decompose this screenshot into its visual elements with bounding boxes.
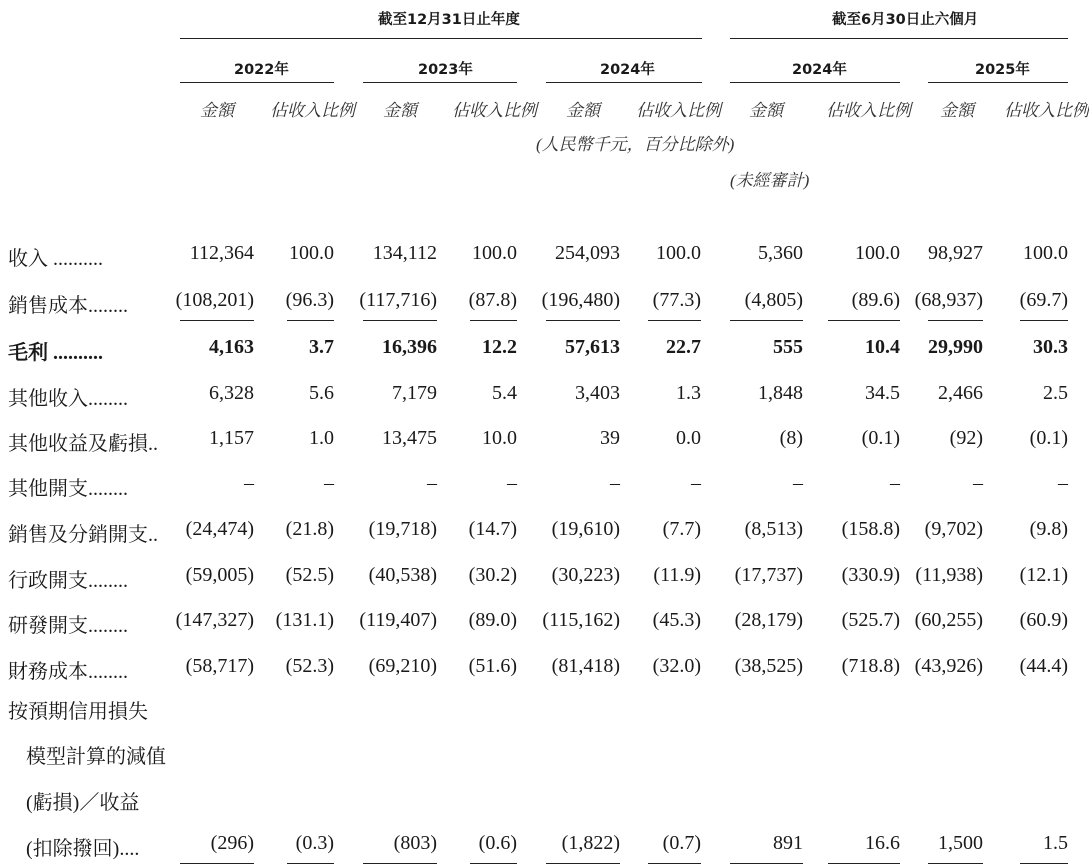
cell-amount: (119,407) [359, 609, 437, 631]
col-ratio-2022: 佔收入比例 [270, 101, 355, 120]
cell-ratio: 1.5 [1043, 832, 1068, 854]
subtotal-rule [363, 320, 437, 321]
cell-ratio: 100.0 [1023, 242, 1068, 264]
cell-amount: 3,403 [575, 382, 620, 404]
cell-amount: (19,610) [551, 518, 620, 540]
cell-ratio: (718.8) [841, 655, 900, 677]
cell-ratio: (52.3) [285, 655, 334, 677]
cell-ratio: (89.6) [851, 289, 900, 311]
cell-ratio: (45.3) [652, 609, 701, 631]
col-amount-2024-h1: 金額 [749, 101, 783, 120]
subtotal-rule [470, 320, 517, 321]
cell-amount: (1,822) [561, 832, 620, 854]
cell-ratio: 16.6 [865, 832, 900, 854]
cell-ratio: (14.7) [468, 518, 517, 540]
cell-ratio: 30.3 [1033, 336, 1068, 358]
row-label: 其他收益及虧損.. [8, 433, 158, 455]
cell-ratio: (32.0) [652, 655, 701, 677]
cell-ratio: 3.7 [309, 336, 334, 358]
cell-ratio: (21.8) [285, 518, 334, 540]
cell-ratio: 0.0 [676, 427, 701, 449]
cell-ratio: (11.9) [653, 564, 701, 586]
row-label: 毛利 .......... [8, 342, 103, 364]
cell-ratio: 1.0 [309, 427, 334, 449]
subtotal-rule [1020, 863, 1068, 864]
subtotal-rule [828, 320, 900, 321]
cell-ratio: – [691, 472, 701, 494]
cell-ratio: 5.6 [309, 382, 334, 404]
cell-ratio: (51.6) [468, 655, 517, 677]
cell-amount: (92) [949, 427, 983, 449]
cell-ratio: – [507, 472, 517, 494]
cell-ratio: (7.7) [662, 518, 701, 540]
cell-amount: 134,112 [372, 242, 437, 264]
row-label: 銷售及分銷開支.. [8, 524, 158, 546]
subtotal-rule [287, 320, 334, 321]
cell-amount: 39 [600, 427, 620, 449]
cell-amount: (28,179) [734, 609, 803, 631]
cell-ratio: – [890, 472, 900, 494]
group-header-fiscal-year: 截至12月31日止年度 [378, 12, 520, 28]
cell-ratio: 100.0 [289, 242, 334, 264]
cell-amount: (69,210) [368, 655, 437, 677]
col-ratio-2024-fy: 佔收入比例 [636, 101, 721, 120]
cell-amount: 4,163 [209, 336, 254, 358]
cell-amount: 57,613 [565, 336, 620, 358]
cell-ratio: (0.3) [295, 832, 334, 854]
subtotal-rule [546, 863, 620, 864]
group-header-six-months: 截至6月30日止六個月 [832, 12, 979, 28]
cell-ratio: (0.7) [662, 832, 701, 854]
row-label: 財務成本........ [8, 661, 128, 683]
cell-ratio: (52.5) [285, 564, 334, 586]
cell-ratio: – [1058, 472, 1068, 494]
col-amount-2023: 金額 [383, 101, 417, 120]
year-header-2022: 2022年 [234, 62, 289, 78]
subtotal-rule [363, 863, 437, 864]
cell-amount: 5,360 [758, 242, 803, 264]
cell-amount: – [427, 472, 437, 494]
cell-amount: 891 [773, 832, 803, 854]
cell-amount: 13,475 [382, 427, 437, 449]
cell-amount: (81,418) [551, 655, 620, 677]
cell-amount: (68,937) [914, 289, 983, 311]
cell-amount: (147,327) [175, 609, 254, 631]
subtotal-rule [546, 320, 620, 321]
cell-amount: (24,474) [185, 518, 254, 540]
cell-amount: (59,005) [185, 564, 254, 586]
cell-ratio: 12.2 [482, 336, 517, 358]
year-header-2024-fy: 2024年 [600, 62, 655, 78]
ecl-label-line: (虧損)／收益 [26, 792, 140, 814]
subtotal-rule [287, 863, 334, 864]
group-header-fiscal-year-rule [180, 38, 702, 39]
cell-ratio: (0.1) [1029, 427, 1068, 449]
cell-ratio: (60.9) [1019, 609, 1068, 631]
cell-ratio: (158.8) [841, 518, 900, 540]
ecl-label-line: 按預期信用損失 [8, 701, 148, 723]
cell-amount: 112,364 [189, 242, 254, 264]
cell-amount: (117,716) [359, 289, 437, 311]
subtotal-rule [648, 320, 701, 321]
group-header-six-months-rule [730, 38, 1068, 39]
cell-ratio: 1.3 [676, 382, 701, 404]
col-amount-2022: 金額 [200, 101, 234, 120]
cell-amount: – [973, 472, 983, 494]
cell-amount: (40,538) [368, 564, 437, 586]
cell-amount: 98,927 [928, 242, 983, 264]
year-header-2023-rule [363, 82, 517, 83]
cell-amount: – [244, 472, 254, 494]
cell-amount: (115,162) [542, 609, 620, 631]
cell-amount: 1,848 [758, 382, 803, 404]
cell-ratio: (69.7) [1019, 289, 1068, 311]
cell-ratio: 34.5 [865, 382, 900, 404]
year-header-2022-rule [180, 82, 334, 83]
row-label: 行政開支........ [8, 570, 128, 592]
year-header-2024-h1-rule [730, 82, 900, 83]
cell-amount: (38,525) [734, 655, 803, 677]
cell-ratio: – [324, 472, 334, 494]
subtotal-rule [928, 863, 983, 864]
row-label: 銷售成本........ [8, 295, 128, 317]
subtotal-rule [928, 320, 983, 321]
cell-amount: (11,938) [915, 564, 983, 586]
row-label: 其他開支........ [8, 478, 128, 500]
cell-amount: 29,990 [928, 336, 983, 358]
cell-ratio: 2.5 [1043, 382, 1068, 404]
col-ratio-2023: 佔收入比例 [452, 101, 537, 120]
cell-ratio: 100.0 [472, 242, 517, 264]
unit-note: (人民幣千元，百分比除外) [536, 135, 735, 154]
cell-ratio: 5.4 [492, 382, 517, 404]
cell-ratio: 22.7 [666, 336, 701, 358]
col-amount-2025-h1: 金額 [940, 101, 974, 120]
cell-amount: (196,480) [541, 289, 620, 311]
cell-amount: (19,718) [368, 518, 437, 540]
cell-ratio: (12.1) [1019, 564, 1068, 586]
cell-amount: 1,500 [938, 832, 983, 854]
cell-amount: (8) [779, 427, 803, 449]
cell-amount: 1,157 [209, 427, 254, 449]
cell-ratio: (87.8) [468, 289, 517, 311]
cell-amount: (58,717) [185, 655, 254, 677]
cell-ratio: (96.3) [285, 289, 334, 311]
cell-ratio: (77.3) [652, 289, 701, 311]
year-header-2024-h1: 2024年 [792, 62, 847, 78]
cell-ratio: 10.0 [482, 427, 517, 449]
cell-ratio: (0.6) [478, 832, 517, 854]
subtotal-rule [180, 863, 254, 864]
year-header-2023: 2023年 [418, 62, 473, 78]
col-ratio-2025-h1: 佔收入比例 [1004, 101, 1089, 120]
cell-ratio: 10.4 [865, 336, 900, 358]
cell-amount: (43,926) [914, 655, 983, 677]
cell-amount: (108,201) [175, 289, 254, 311]
cell-amount: (60,255) [914, 609, 983, 631]
cell-ratio: 100.0 [656, 242, 701, 264]
cell-amount: (30,223) [551, 564, 620, 586]
subtotal-rule [470, 863, 517, 864]
cell-amount: – [793, 472, 803, 494]
col-ratio-2024-h1: 佔收入比例 [826, 101, 911, 120]
cell-ratio: (131.1) [275, 609, 334, 631]
cell-amount: (803) [393, 832, 437, 854]
subtotal-rule [828, 863, 900, 864]
year-header-2025-h1: 2025年 [975, 62, 1030, 78]
year-header-2024-fy-rule [546, 82, 702, 83]
subtotal-rule [1020, 320, 1068, 321]
cell-ratio: (330.9) [841, 564, 900, 586]
cell-amount: 2,466 [938, 382, 983, 404]
cell-amount: – [610, 472, 620, 494]
cell-ratio: (525.7) [841, 609, 900, 631]
cell-amount: 555 [773, 336, 803, 358]
cell-amount: (8,513) [744, 518, 803, 540]
ecl-label-line: (扣除撥回).... [26, 838, 140, 860]
cell-ratio: (89.0) [468, 609, 517, 631]
cell-amount: 254,093 [555, 242, 620, 264]
cell-amount: (296) [210, 832, 254, 854]
ecl-label-line: 模型計算的減值 [26, 746, 166, 768]
cell-ratio: (30.2) [468, 564, 517, 586]
year-header-2025-h1-rule [928, 82, 1068, 83]
row-label: 收入 .......... [8, 248, 103, 270]
cell-amount: 6,328 [209, 382, 254, 404]
subtotal-rule [730, 863, 803, 864]
subtotal-rule [180, 320, 254, 321]
subtotal-rule [730, 320, 803, 321]
subtotal-rule [648, 863, 701, 864]
cell-ratio: (44.4) [1019, 655, 1068, 677]
cell-amount: (4,805) [744, 289, 803, 311]
cell-amount: 7,179 [392, 382, 437, 404]
cell-amount: (9,702) [924, 518, 983, 540]
cell-ratio: 100.0 [855, 242, 900, 264]
cell-amount: 16,396 [382, 336, 437, 358]
row-label: 其他收入........ [8, 388, 128, 410]
row-label: 研發開支........ [8, 615, 128, 637]
col-amount-2024-fy: 金額 [566, 101, 600, 120]
unaudited-note: (未經審計) [730, 171, 810, 190]
cell-ratio: (0.1) [861, 427, 900, 449]
cell-ratio: (9.8) [1029, 518, 1068, 540]
cell-amount: (17,737) [734, 564, 803, 586]
